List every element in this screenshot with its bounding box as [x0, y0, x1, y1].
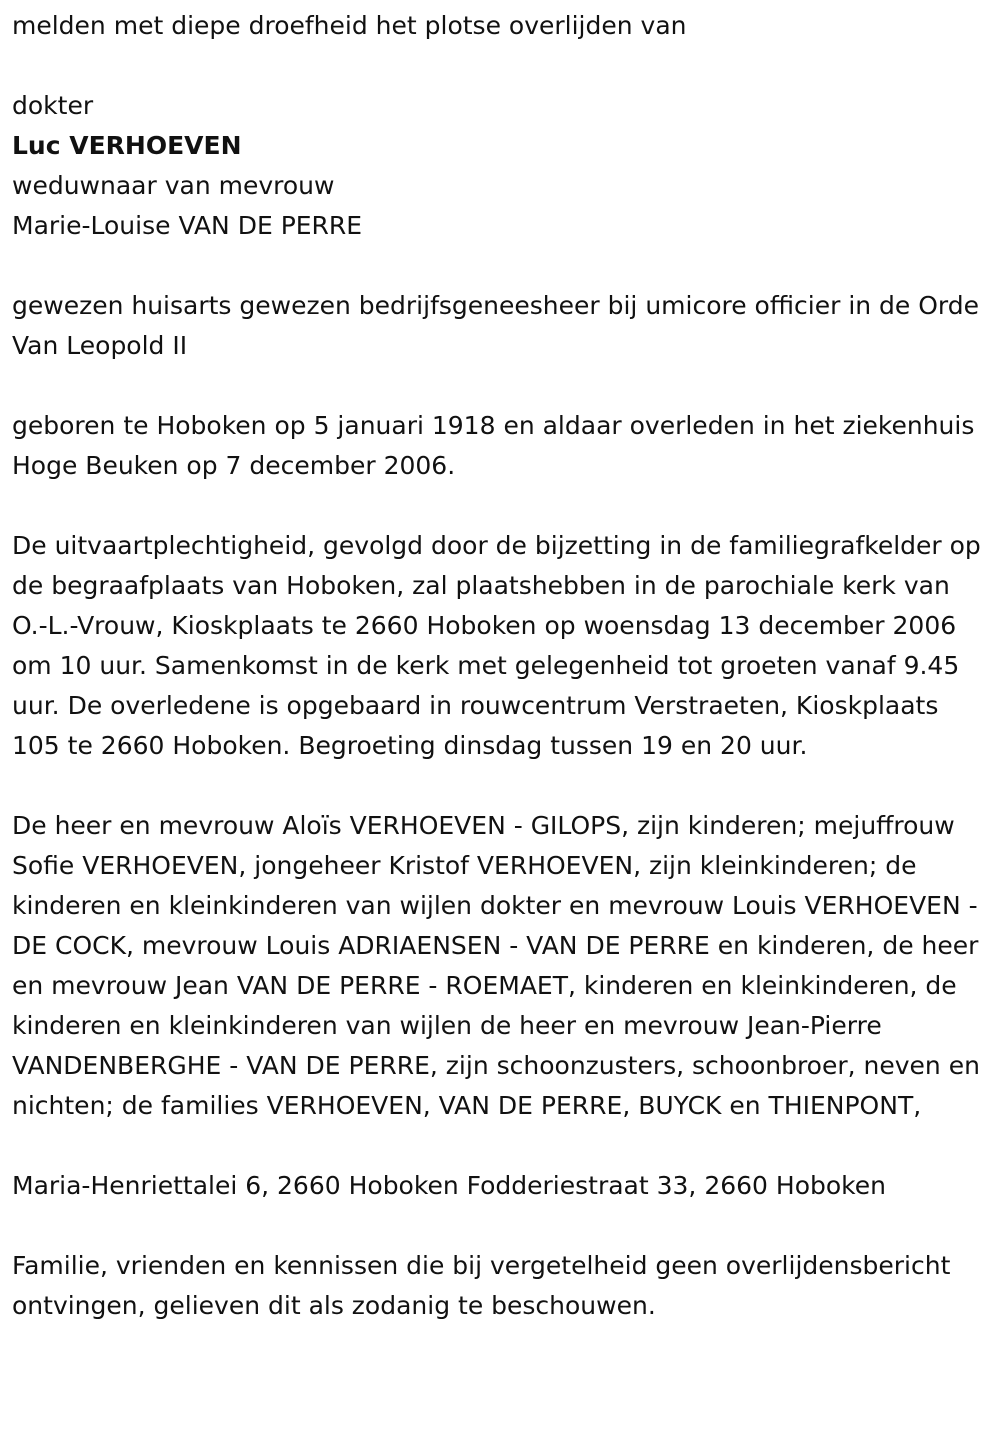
- spacer: [12, 46, 990, 86]
- spacer: [12, 1206, 990, 1246]
- intro-text: melden met diepe droefheid het plotse overlijden van: [12, 11, 687, 40]
- spouse-relation: weduwnaar van mevrouw: [12, 171, 335, 200]
- spacer: [12, 366, 990, 406]
- spacer: [12, 1126, 990, 1166]
- spouse-name: Marie-Louise VAN DE PERRE: [12, 211, 363, 240]
- spacer: [12, 766, 990, 806]
- spacer: [12, 246, 990, 286]
- family-paragraph: De heer en mevrouw Aloïs VERHOEVEN - GILOPS, zijn kinderen; mejuffrouw Sofie VERHOEVEN, jongeheer Kristof VERHOEVEN, zijn kleinkinderen; de kinderen en kleinkinderen van wijlen dokter en mevrouw Louis VERHOEVEN - DE COCK, mevrouw Louis ADRIAENSEN - VAN DE PERRE en kinderen, de heer en mevrouw Jean VAN DE PERRE - ROEMAET, kinderen en kleinkinderen, de kinderen en kleinkinderen van wijlen de heer en mevrouw Jean-Pierre VANDENBERGHE - VAN DE PERRE, zijn schoonzusters, schoonbroer, neven en nichten; de families VERHOEVEN, VAN DE PERRE, BUYCK en THIENPONT,: [12, 811, 980, 1120]
- addresses-line: Maria-Henriettalei 6, 2660 Hoboken Fodderiestraat 33, 2660 Hoboken: [12, 1171, 886, 1200]
- title-prefix: dokter: [12, 91, 94, 120]
- birth-death-paragraph: geboren te Hoboken op 5 januari 1918 en aldaar overleden in het ziekenhuis Hoge Beuken op 7 december 2006.: [12, 411, 975, 480]
- closing-paragraph: Familie, vrienden en kennissen die bij vergetelheid geen overlijdensbericht ontvingen, gelieven dit als zodanig te beschouwen.: [12, 1251, 951, 1320]
- profession-paragraph: gewezen huisarts gewezen bedrijfsgeneesheer bij umicore officier in de Orde Van Leopold II: [12, 291, 980, 360]
- deceased-name: Luc VERHOEVEN: [12, 131, 242, 160]
- funeral-paragraph: De uitvaartplechtigheid, gevolgd door de bijzetting in de familiegrafkelder op de begraafplaats van Hoboken, zal plaatshebben in de parochiale kerk van O.-L.-Vrouw, Kioskplaats te 2660 Hoboken op woensdag 13 december 2006 om 10 uur. Samenkomst in de kerk met gelegenheid tot groeten vanaf 9.45 uur. De overledene is opgebaard in rouwcentrum Verstraeten, Kioskplaats 105 te 2660 Hoboken. Begroeting dinsdag tussen 19 en 20 uur.: [12, 531, 981, 760]
- spacer: [12, 486, 990, 526]
